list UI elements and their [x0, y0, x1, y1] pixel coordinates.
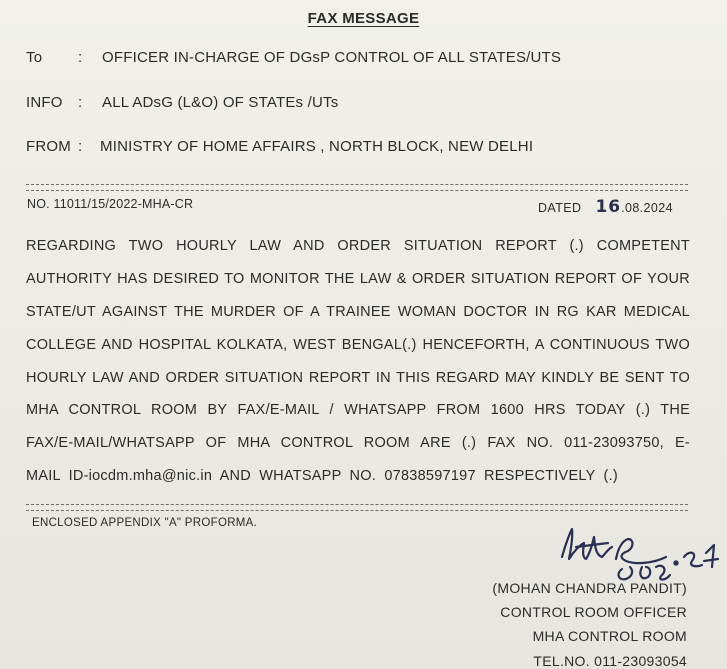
from-value: MINISTRY OF HOME AFFAIRS , NORTH BLOCK, NEW DELHI	[100, 138, 534, 155]
info-label: INFO	[26, 94, 63, 111]
body-line: MAIL ID-iocdm.mha@nic.in AND WHATSAPP NO. 07838597197 RESPECTIVELY (.)	[26, 468, 618, 484]
divider	[26, 190, 688, 191]
body-line: AUTHORITY HAS DESIRED TO MONITOR THE LAW & ORDER SITUATION REPORT OF YOUR	[26, 271, 690, 287]
date-rest: .08.2024	[621, 201, 673, 215]
body-line: COLLEGE AND HOSPITAL KOLKATA, WEST BENGAL(.) HENCEFORTH, A CONTINUOUS TWO	[26, 337, 690, 353]
divider	[26, 504, 688, 505]
reference-number: NO. 11011/15/2022-MHA-CR	[27, 197, 194, 211]
signatory-phone: TEL.NO. 011-23093054	[533, 653, 687, 669]
date-line	[538, 197, 673, 217]
body-line: FAX/E-MAIL/WHATSAPP OF MHA CONTROL ROOM ARE (.) FAX NO. 011-23093750, E-	[26, 435, 690, 451]
to-label: To	[26, 49, 43, 66]
date-day-handwritten: 16	[595, 197, 622, 217]
body-line: REGARDING TWO HOURLY LAW AND ORDER SITUATION REPORT (.) COMPETENT	[26, 238, 690, 254]
document-title: FAX MESSAGE	[307, 10, 420, 27]
info-line: INFO : ALL ADsG (L&O) OF STATEs /UTs	[26, 94, 339, 111]
body-line: MHA CONTROL ROOM BY FAX/E-MAIL / WHATSAPP FROM 1600 HRS TODAY (.) THE	[26, 402, 690, 418]
from-line: FROM : MINISTRY OF HOME AFFAIRS , NORTH BLOCK, NEW DELHI	[26, 138, 534, 155]
to-line: To : OFFICER IN-CHARGE OF DGsP CONTROL OF ALL STATES/UTS	[26, 49, 562, 66]
body-line: STATE/UT AGAINST THE MURDER OF A TRAINEE WOMAN DOCTOR IN RG KAR MEDICAL	[26, 304, 690, 320]
dated-label: DATED	[538, 201, 582, 215]
handwritten-signature	[556, 523, 726, 585]
signatory-name: (MOHAN CHANDRA PANDIT)	[492, 580, 687, 596]
from-label: FROM	[26, 138, 71, 155]
to-value: OFFICER IN-CHARGE OF DGsP CONTROL OF ALL STATES/UTS	[102, 49, 562, 66]
body-line: HOURLY LAW AND ORDER SITUATION REPORT IN THIS REGARD MAY KINDLY BE SENT TO	[26, 370, 690, 386]
signatory-office: MHA CONTROL ROOM	[532, 628, 687, 644]
divider	[26, 510, 688, 511]
info-value: ALL ADsG (L&O) OF STATEs /UTs	[102, 94, 339, 111]
signatory-designation: CONTROL ROOM OFFICER	[500, 604, 687, 620]
divider	[26, 184, 688, 185]
enclosure-note: ENCLOSED APPENDIX "A" PROFORMA.	[32, 517, 258, 529]
